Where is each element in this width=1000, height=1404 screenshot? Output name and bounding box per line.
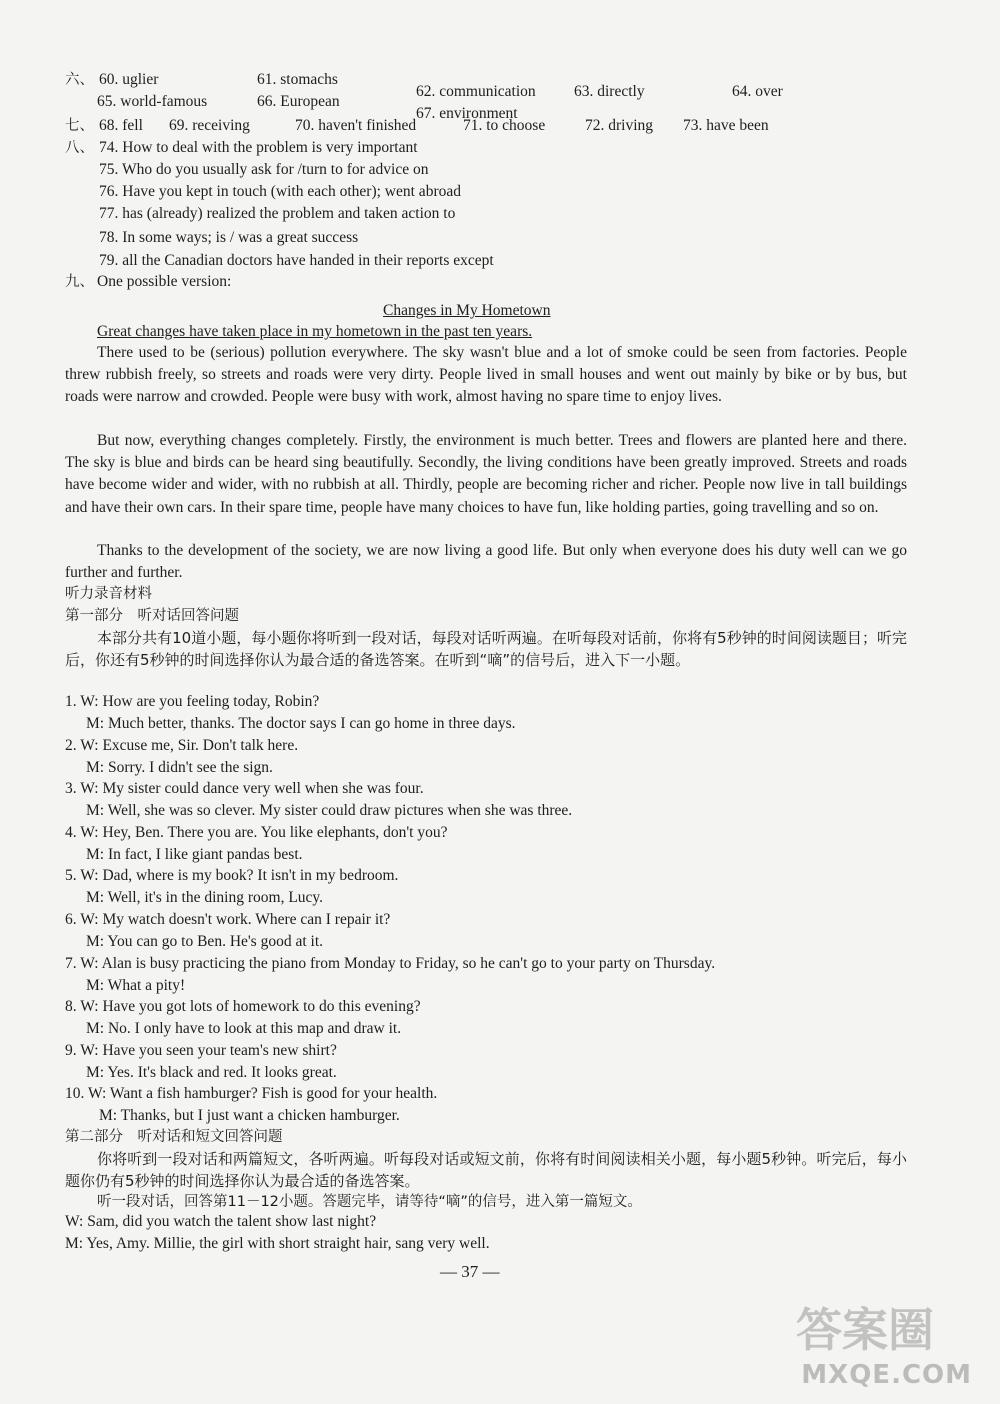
- answer-row-sec6-1: [65, 70, 417, 90]
- page-number: — 37 —: [440, 1262, 500, 1281]
- dialog-line: M: Sorry. I didn't see the sign.: [86, 759, 273, 776]
- dialog-line: 8. W: Have you got lots of homework to do this evening?: [65, 998, 421, 1015]
- answer-row-sec6-2: [416, 82, 812, 102]
- part1-instructions: 本部分共有10道小题，每小题你将听到一段对话，每段对话听两遍。在听每段对话前，你将有5秒钟的时间阅读题目；听完后，你还有5秒钟的时间选择你认为最合适的备选答案。在听到“嘀”的信号后，进入下一小题。: [65, 629, 907, 669]
- answer-item: 64. over: [732, 83, 783, 100]
- answer-item: 69. receiving: [169, 117, 250, 134]
- listening-heading: 听力录音材料: [65, 586, 152, 602]
- dialog-line: M: What a pity!: [86, 977, 186, 994]
- answer-item: 74. How to deal with the problem is very important: [99, 139, 418, 156]
- answer-item: 68. fell: [99, 117, 143, 134]
- dialog-line: 5. W: Dad, where is my book? It isn't in my bedroom.: [65, 867, 399, 884]
- dialog-line: M: You can go to Ben. He's good at it.: [86, 933, 324, 950]
- dialog-line: 10. W: Want a fish hamburger? Fish is good for your health.: [65, 1085, 438, 1102]
- answer-item: 75. Who do you usually ask for /turn to for advice on: [99, 161, 429, 178]
- dialog-line: 7. W: Alan is busy practicing the piano from Monday to Friday, so he can't go to your party on Thursday.: [65, 955, 716, 972]
- part2-subinstructions: 听一段对话，回答第11－12小题。答题完毕，请等待“嘀”的信号，进入第一篇短文。: [97, 1194, 642, 1210]
- dialog-line: 3. W: My sister could dance very well when she was four.: [65, 780, 424, 797]
- dialog-line: 2. W: Excuse me, Sir. Don't talk here.: [65, 737, 299, 754]
- dialog-line: M: Much better, thanks. The doctor says I can go home in three days.: [86, 715, 516, 732]
- section-label: 七、: [65, 118, 94, 134]
- essay-paragraph: Thanks to the development of the society, we are now living a good life. But only when everyone does his duty well can we go further and further.: [65, 542, 907, 582]
- watermark-glyph: 答案圈: [796, 1303, 934, 1357]
- essay-opening: Great changes have taken place in my hometown in the past ten years.: [97, 323, 533, 340]
- answer-item: 60. uglier: [99, 71, 159, 88]
- answer-item: 78. In some ways; is / was a great success: [99, 229, 359, 246]
- essay-paragraph: There used to be (serious) pollution everywhere. The sky wasn't blue and a lot of smoke could be seen from factories. People threw rubbish freely, so streets and roads were very dirty. People lived in small houses and went out mainly by bike or by bus, but roads were narrow and crowded. People were busy with work, almost having no spare time to enjoy lives.: [65, 344, 907, 406]
- answer-item: 62. communication: [416, 83, 536, 100]
- dialog-line: W: Sam, did you watch the talent show last night?: [65, 1213, 377, 1230]
- section-label: 八、: [65, 140, 94, 156]
- section-label: 九、: [65, 274, 94, 290]
- answer-item: 70. haven't finished: [295, 117, 417, 134]
- dialog-line: M: Thanks, but I just want a chicken hamburger.: [99, 1107, 400, 1124]
- dialog-line: 1. W: How are you feeling today, Robin?: [65, 693, 320, 710]
- dialog-line: M: In fact, I like giant pandas best.: [86, 846, 303, 863]
- part2-instructions: 你将听到一段对话和两篇短文，各听两遍。听每段对话或短文前，你将有时间阅读相关小题，每小题5秒钟。听完后，每小题你仍有5秒钟的时间选择你认为最合适的备选答案。: [65, 1150, 907, 1190]
- part2-title: 第二部分 听对话和短文回答问题: [65, 1129, 283, 1145]
- part1-title: 第一部分 听对话回答问题: [65, 608, 239, 624]
- answer-row-sec7: [65, 116, 793, 136]
- dialog-line: M: Well, she was so clever. My sister could draw pictures when she was three.: [86, 802, 573, 819]
- dialog-line: 9. W: Have you seen your team's new shirt?: [65, 1042, 337, 1059]
- dialog-line: 6. W: My watch doesn't work. Where can I repair it?: [65, 911, 391, 928]
- essay-title: Changes in My Hometown: [383, 302, 551, 319]
- dialog-line: M: Well, it's in the dining room, Lucy.: [86, 889, 324, 906]
- answer-row-sec6-3: [97, 92, 417, 112]
- answer-item: 67. environment: [416, 105, 518, 122]
- dialog-line: 4. W: Hey, Ben. There you are. You like elephants, don't you?: [65, 824, 448, 841]
- answer-item: 65. world-famous: [97, 93, 208, 110]
- answer-item: One possible version:: [97, 273, 232, 290]
- answer-item: 79. all the Canadian doctors have handed in their reports except: [99, 252, 494, 269]
- essay-paragraph: But now, everything changes completely. Firstly, the environment is much better. Trees and flowers are planted here and there. The sky is blue and birds can be heard sing beautifully. Secondly, the living conditions have been greatly improved. Streets and roads have become wider and wider, with no rubbish at all. Thirdly, people are becoming richer and richer. People now live in tall buildings and have their own cars. In their spare time, people have many choices to have fun, like holding parties, going travelling and so on.: [65, 432, 907, 516]
- watermark-text: MXQE.COM: [801, 1360, 972, 1390]
- answer-item: 71. to choose: [463, 117, 546, 134]
- answer-item: 61. stomachs: [257, 71, 338, 88]
- answer-item: 66. European: [257, 93, 340, 110]
- dialog-line: M: No. I only have to look at this map and draw it.: [86, 1020, 402, 1037]
- answer-item: 77. has (already) realized the problem and taken action to: [99, 205, 456, 222]
- answer-item: 76. Have you kept in touch (with each other); went abroad: [99, 183, 461, 200]
- answer-item: 72. driving: [585, 117, 654, 134]
- dialog-line: M: Yes. It's black and red. It looks great.: [86, 1064, 337, 1081]
- dialog-line: M: Yes, Amy. Millie, the girl with short straight hair, sang very well.: [65, 1235, 490, 1252]
- answer-item: 73. have been: [683, 117, 769, 134]
- section-label: 六、: [65, 72, 94, 88]
- answer-item: 63. directly: [574, 83, 645, 100]
